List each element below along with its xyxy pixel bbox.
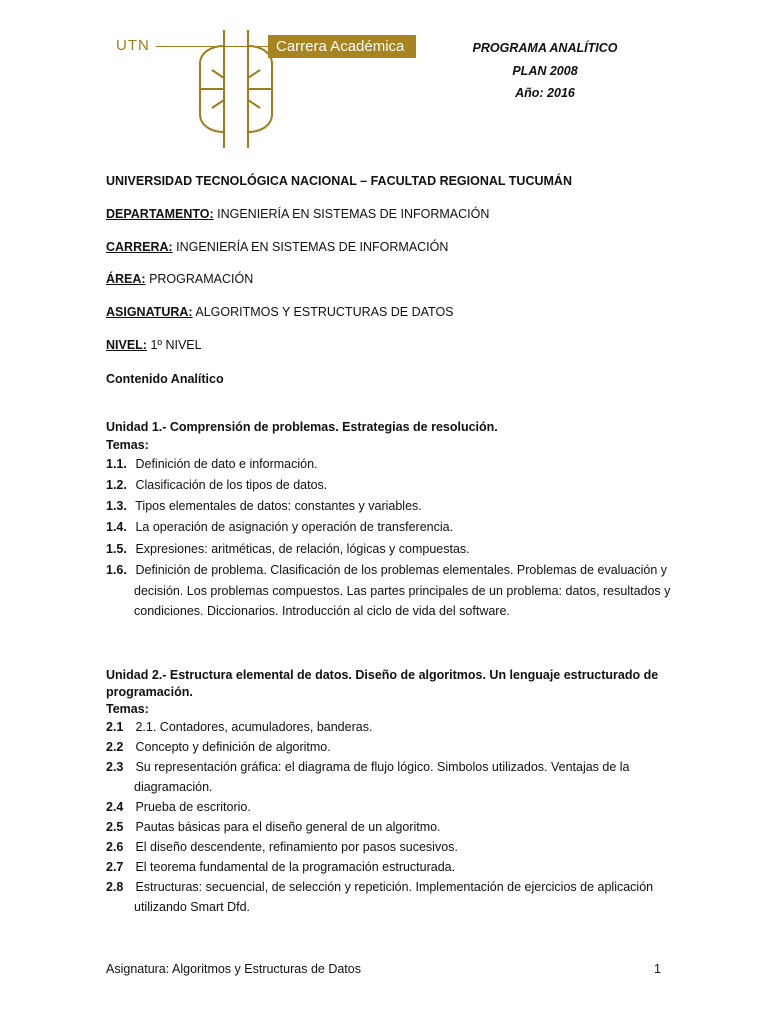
area-label: ÁREA: bbox=[106, 272, 146, 286]
unit2-item bbox=[106, 720, 372, 734]
area-value: PROGRAMACIÓN bbox=[145, 272, 254, 286]
unit1-item bbox=[106, 520, 453, 534]
item-text: La operación de asignación y operación de transferencia. bbox=[132, 520, 454, 534]
item-number: 1.3. bbox=[106, 499, 127, 513]
item-text: Definición de dato e información. bbox=[132, 457, 318, 471]
level-label: NIVEL: bbox=[106, 338, 147, 352]
career-line bbox=[106, 240, 448, 254]
item-text: Estructuras: secuencial, de selección y repetición. Implementación de ejercicios de aplicación bbox=[132, 880, 654, 894]
unit1-item bbox=[106, 563, 667, 577]
utn-emblem-icon bbox=[194, 30, 278, 148]
item-text: Su representación gráfica: el diagrama de flujo lógico. Simbolos utilizados. Ventajas de la bbox=[132, 760, 630, 774]
unit2-item-continuation: diagramación. bbox=[134, 780, 213, 794]
item-number: 2.7 bbox=[106, 860, 124, 874]
item-text: El diseño descendente, refinamiento por pasos sucesivos. bbox=[132, 840, 458, 854]
department-value: INGENIERÍA EN SISTEMAS DE INFORMACIÓN bbox=[213, 207, 490, 221]
unit1-temas: Temas: bbox=[106, 438, 149, 452]
department-label: DEPARTAMENTO: bbox=[106, 207, 214, 221]
item-text: Clasificación de los tipos de datos. bbox=[132, 478, 328, 492]
unit2-temas: Temas: bbox=[106, 702, 149, 716]
unit1-item bbox=[106, 542, 470, 556]
unit2-title-cont: programación. bbox=[106, 685, 193, 699]
year-label: Año: 2016 bbox=[515, 86, 575, 100]
item-number: 2.5 bbox=[106, 820, 124, 834]
item-number: 2.3 bbox=[106, 760, 124, 774]
program-title: PROGRAMA ANALÍTICO bbox=[472, 41, 618, 55]
item-text: Concepto y definición de algoritmo. bbox=[132, 740, 331, 754]
unit2-item bbox=[106, 760, 630, 774]
level-value: 1º NIVEL bbox=[146, 338, 202, 352]
item-number: 2.8 bbox=[106, 880, 124, 894]
unit2-item-continuation: utilizando Smart Dfd. bbox=[134, 900, 251, 914]
unit1-item bbox=[106, 499, 422, 513]
unit2-item bbox=[106, 840, 458, 854]
logo-utn-text: UTN bbox=[116, 37, 150, 54]
unit2-item bbox=[106, 800, 251, 814]
item-number: 1.5. bbox=[106, 542, 127, 556]
page-number: 1 bbox=[654, 962, 661, 976]
university-heading: UNIVERSIDAD TECNOLÓGICA NACIONAL – FACULTAD REGIONAL TUCUMÁN bbox=[106, 174, 572, 188]
level-line bbox=[106, 338, 202, 352]
subject-label: ASIGNATURA: bbox=[106, 305, 193, 319]
utn-logo bbox=[106, 30, 416, 148]
item-text: Prueba de escritorio. bbox=[132, 800, 251, 814]
unit1-item-continuation: decisión. Los problemas compuestos. Las partes principales de un problema: datos, resultados y bbox=[134, 584, 671, 598]
item-number: 1.2. bbox=[106, 478, 127, 492]
area-line bbox=[106, 272, 253, 286]
item-text: 2.1. Contadores, acumuladores, banderas. bbox=[132, 720, 373, 734]
item-number: 2.2 bbox=[106, 740, 124, 754]
unit1-item-continuation: condiciones. Diccionarios. Introducción al ciclo de vida del software. bbox=[134, 604, 510, 618]
item-text: Definición de problema. Clasificación de los problemas elementales. Problemas de evaluación y bbox=[132, 563, 668, 577]
item-text: Pautas básicas para el diseño general de un algoritmo. bbox=[132, 820, 441, 834]
unit2-item bbox=[106, 820, 441, 834]
item-number: 2.4 bbox=[106, 800, 124, 814]
item-text: Tipos elementales de datos: constantes y variables. bbox=[132, 499, 422, 513]
item-text: Expresiones: aritméticas, de relación, lógicas y compuestas. bbox=[132, 542, 470, 556]
item-number: 1.4. bbox=[106, 520, 127, 534]
career-label: CARRERA: bbox=[106, 240, 173, 254]
content-title: Contenido Analítico bbox=[106, 372, 224, 386]
plan-label: PLAN 2008 bbox=[512, 64, 578, 78]
footer-subject: Asignatura: Algoritmos y Estructuras de Datos bbox=[106, 962, 361, 976]
unit2-item bbox=[106, 860, 455, 874]
item-number: 1.1. bbox=[106, 457, 127, 471]
logo-carrera-text: Carrera Académica bbox=[276, 38, 405, 55]
department-line bbox=[106, 207, 489, 221]
unit2-item bbox=[106, 880, 653, 894]
logo-carrera-box bbox=[268, 35, 416, 58]
unit2-title: Unidad 2.- Estructura elemental de datos. Diseño de algoritmos. Un lenguaje estructurado de bbox=[106, 668, 659, 682]
item-number: 1.6. bbox=[106, 563, 127, 577]
subject-line bbox=[106, 305, 454, 319]
career-value: INGENIERÍA EN SISTEMAS DE INFORMACIÓN bbox=[172, 240, 449, 254]
item-text: El teorema fundamental de la programación estructurada. bbox=[132, 860, 456, 874]
unit1-title: Unidad 1.- Comprensión de problemas. Estrategias de resolución. bbox=[106, 420, 498, 434]
unit1-item bbox=[106, 457, 318, 471]
item-number: 2.6 bbox=[106, 840, 124, 854]
unit1-item bbox=[106, 478, 327, 492]
item-number: 2.1 bbox=[106, 720, 124, 734]
unit2-item bbox=[106, 740, 331, 754]
subject-value: ALGORITMOS Y ESTRUCTURAS DE DATOS bbox=[192, 305, 454, 319]
